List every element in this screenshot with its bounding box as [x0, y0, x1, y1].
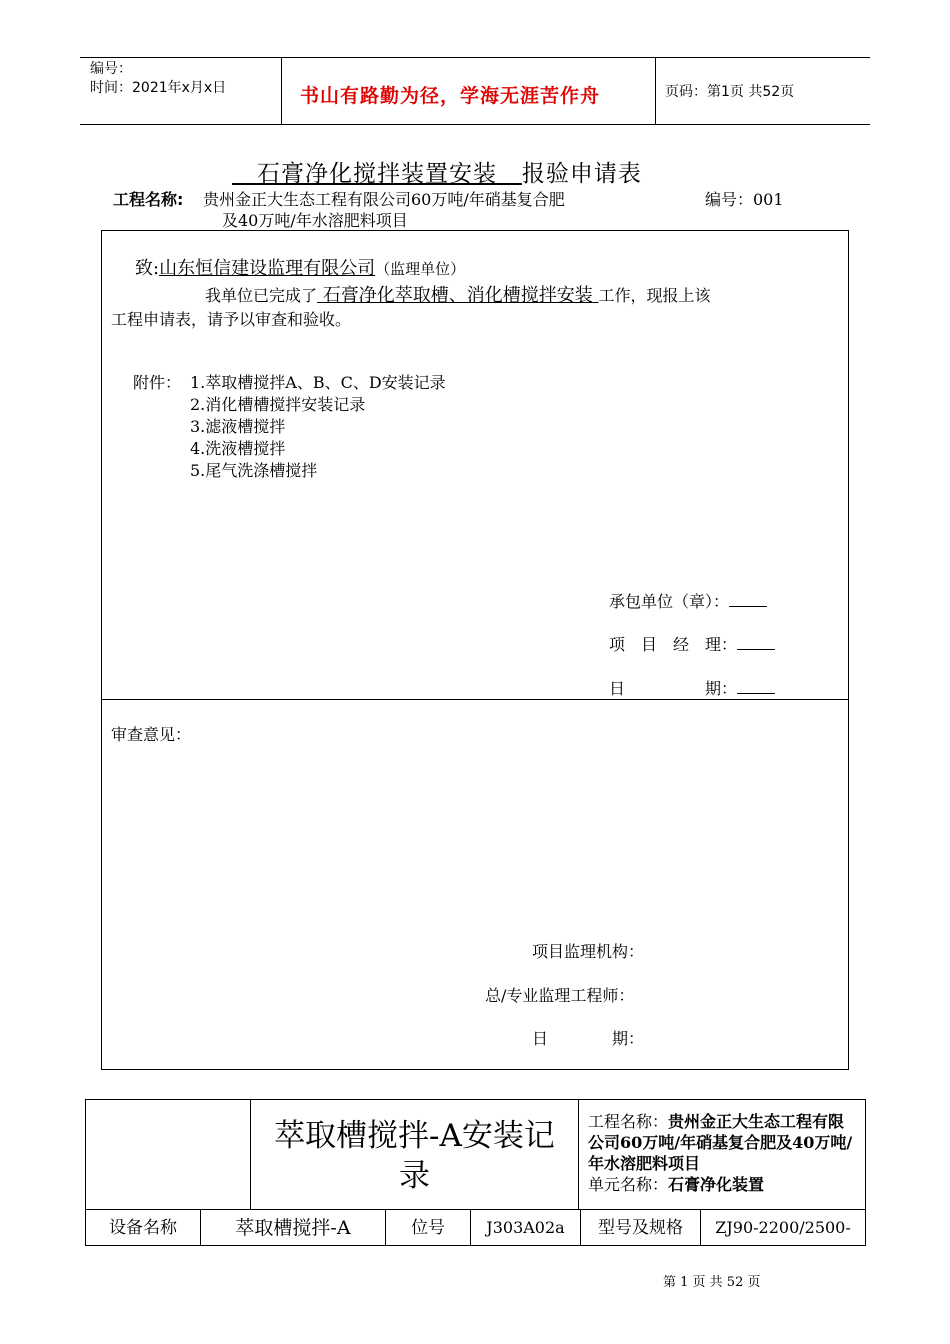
attachment-item: 5.尾气洗涤槽搅拌	[190, 461, 318, 480]
engineer-label: 总/专业监理工程师：	[485, 986, 635, 1005]
form-title	[232, 155, 642, 188]
model-label-cell: 型号及规格	[580, 1209, 701, 1246]
project-name-line1: 贵州金正大生态工程有限公司60万吨/年硝基复合肥	[203, 190, 565, 209]
record-project-name: 贵州金正大生态工程有限公司60万吨/年硝基复合肥及40万吨/年水溶肥料项目	[588, 1112, 853, 1173]
attachments-label: 附件：	[133, 373, 182, 392]
manager-signature	[609, 634, 775, 656]
record-info	[579, 1100, 865, 1195]
record-info-cell	[578, 1099, 866, 1210]
attachment-item: 3.滤液槽搅拌	[190, 417, 286, 436]
supervision-org-label: 项目监理机构：	[532, 942, 645, 961]
record-title: 萃取槽搅拌-A安装记录	[274, 1118, 555, 1194]
header-time: 时间：2021年x月x日	[90, 80, 227, 96]
form-title-rest: 报验申请表	[521, 161, 642, 187]
record-unit-name: 石膏净化装置	[668, 1175, 765, 1194]
record-title-cell	[250, 1099, 579, 1210]
manager-blank[interactable]	[737, 635, 775, 650]
form-code: 编号：001	[705, 190, 784, 209]
project-name-line2: 及40万吨/年水溶肥料项目	[222, 211, 408, 230]
form-title-underlined: 石膏净化搅拌装置安装	[256, 161, 497, 187]
header-bottom-rule	[80, 124, 870, 125]
header-motto: 书山有路勤为径，学海无涯苦作舟	[300, 85, 601, 107]
addressee-prefix: 致:	[135, 258, 160, 279]
model-value-cell: ZJ90-2200/2500-	[700, 1209, 866, 1246]
record-unit-label: 单元名称：	[588, 1175, 669, 1194]
header-page-info: 页码：第1页 共52页	[665, 84, 795, 100]
header-number-label: 编号：	[90, 61, 132, 77]
review-label: 审查意见：	[111, 725, 192, 744]
record-logo-cell	[85, 1099, 251, 1210]
body-line1	[205, 284, 711, 308]
position-label-cell: 位号	[385, 1209, 471, 1246]
body-prefix: 我单位已完成了	[205, 286, 318, 305]
contractor-blank[interactable]	[729, 592, 767, 607]
addressee-suffix: （监理单位）	[375, 260, 466, 278]
footer-page-number: 第 1 页 共 52 页	[663, 1275, 761, 1290]
attachment-item: 2.消化槽槽搅拌安装记录	[190, 395, 366, 414]
contractor-signature	[609, 591, 767, 613]
equipment-value-cell: 萃取槽搅拌-A	[200, 1209, 386, 1246]
manager-label: 项 目 经 理：	[609, 635, 738, 654]
attachment-item: 1.萃取槽搅拌A、B、C、D安装记录	[190, 373, 446, 392]
body-line2: 工程申请表，请予以审查和验收。	[111, 310, 352, 329]
position-value-cell: J303A02a	[470, 1209, 581, 1246]
date-blank[interactable]	[737, 679, 775, 694]
record-project-label: 工程名称：	[588, 1112, 669, 1131]
equipment-label-cell: 设备名称	[85, 1209, 201, 1246]
date-label: 日 期：	[609, 679, 738, 698]
contractor-label: 承包单位（章）：	[609, 592, 730, 611]
header-divider-right	[655, 57, 656, 125]
body-work: 石膏净化萃取槽、消化槽搅拌安装	[322, 285, 593, 306]
body-suffix: 工作，现报上该	[598, 286, 711, 305]
contractor-date	[609, 678, 775, 700]
header-divider-left	[281, 57, 282, 125]
review-date-label: 日 期：	[532, 1029, 645, 1048]
header-top-rule	[80, 57, 870, 58]
attachments-list	[190, 372, 446, 482]
attachment-item: 4.洗液槽搅拌	[190, 439, 286, 458]
project-label: 工程名称:	[113, 190, 184, 209]
addressee-company: 山东恒信建设监理有限公司	[159, 258, 376, 279]
review-box	[101, 699, 849, 1070]
addressee-line	[135, 257, 465, 281]
